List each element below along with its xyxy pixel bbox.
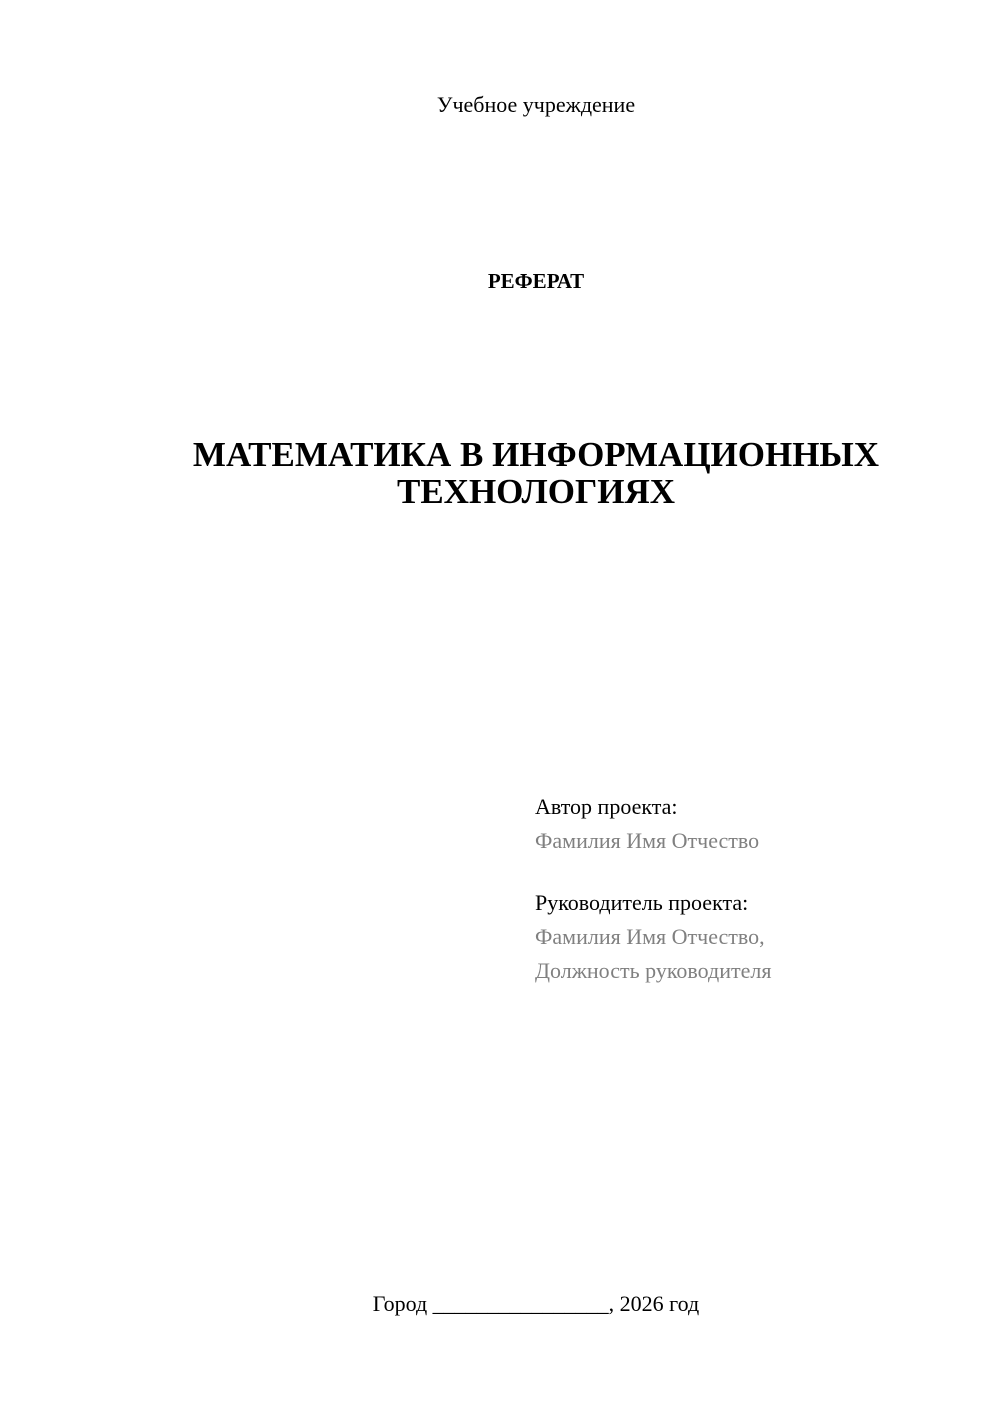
- supervisor-label: Руководитель проекта:: [535, 890, 749, 915]
- institution-name: Учебное учреждение: [436, 92, 636, 117]
- document-title-line-1: МАТЕМАТИКА В ИНФОРМАЦИОННЫХ: [192, 435, 880, 474]
- document-title: [136, 436, 936, 510]
- author-label: Автор проекта:: [535, 794, 678, 819]
- document-title-line-2: ТЕХНОЛОГИЯХ: [396, 472, 676, 511]
- supervisor-position: Должность руководителя: [535, 958, 772, 983]
- supervisor-name: Фамилия Имя Отчество,: [535, 924, 765, 949]
- author-name: Фамилия Имя Отчество: [535, 828, 760, 853]
- city-year-footer: Город ________________, 2026 год: [372, 1291, 700, 1316]
- document-type: РЕФЕРАТ: [487, 269, 585, 293]
- block-spacer: [535, 858, 975, 886]
- project-people-block: [535, 790, 975, 988]
